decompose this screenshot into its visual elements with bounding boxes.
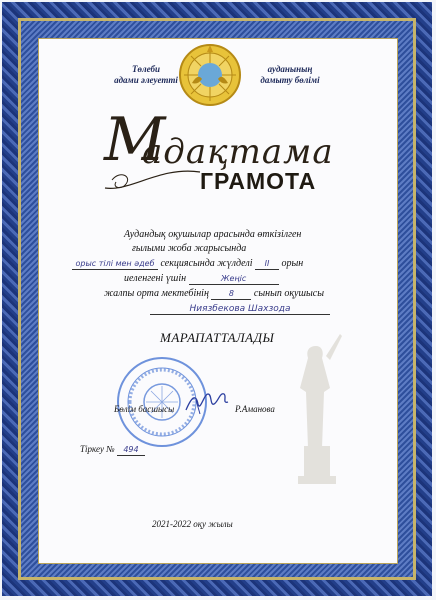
head-label: Бөлім басшысы	[114, 404, 175, 414]
certificate-title: ГРАМОТА	[200, 168, 317, 194]
header-right-org: ауданының дамыту бөлімі	[260, 64, 320, 85]
student-name: Ниязбекова Шахзода	[150, 304, 330, 315]
grade-suffix: сынып оқушысы	[253, 288, 325, 299]
school-prefix: жалпы орта мектебінің	[104, 288, 209, 299]
section-line	[72, 258, 303, 270]
academic-year: 2021-2022 оқу жылы	[152, 519, 233, 529]
signature-icon	[182, 388, 232, 418]
title-flourish-icon	[100, 158, 210, 194]
grade-value: 8	[211, 289, 251, 300]
registration-line	[80, 444, 145, 456]
state-emblem-icon	[178, 43, 242, 107]
monument-watermark-icon	[286, 326, 346, 486]
section-text: секциясында жүлделі	[160, 258, 253, 269]
registration-value: 494	[117, 445, 145, 456]
section-value: орыс тілі мен әдеб	[72, 259, 158, 270]
awarded-value: Жеңіс	[189, 274, 279, 285]
student-line	[150, 303, 330, 315]
school-line	[104, 288, 324, 300]
head-name: Р.Аманова	[235, 404, 275, 414]
registration-label: Тіркеу №	[80, 444, 115, 454]
intro-line-1: Аудандық оқушылар арасында өткізілген	[124, 229, 302, 240]
award-word: МАРАПАТТАЛАДЫ	[160, 330, 275, 345]
place-suffix: орын	[281, 258, 304, 269]
awarded-text: иеленгені үшін	[124, 273, 187, 284]
place-value: II	[255, 259, 279, 270]
certificate-title-script: М адақтама	[104, 105, 334, 175]
intro-line-2: ғылыми жоба жарысында	[132, 243, 247, 254]
header-left-org: Төлеби адами әлеуетті	[114, 64, 178, 85]
awarded-line	[124, 273, 279, 285]
